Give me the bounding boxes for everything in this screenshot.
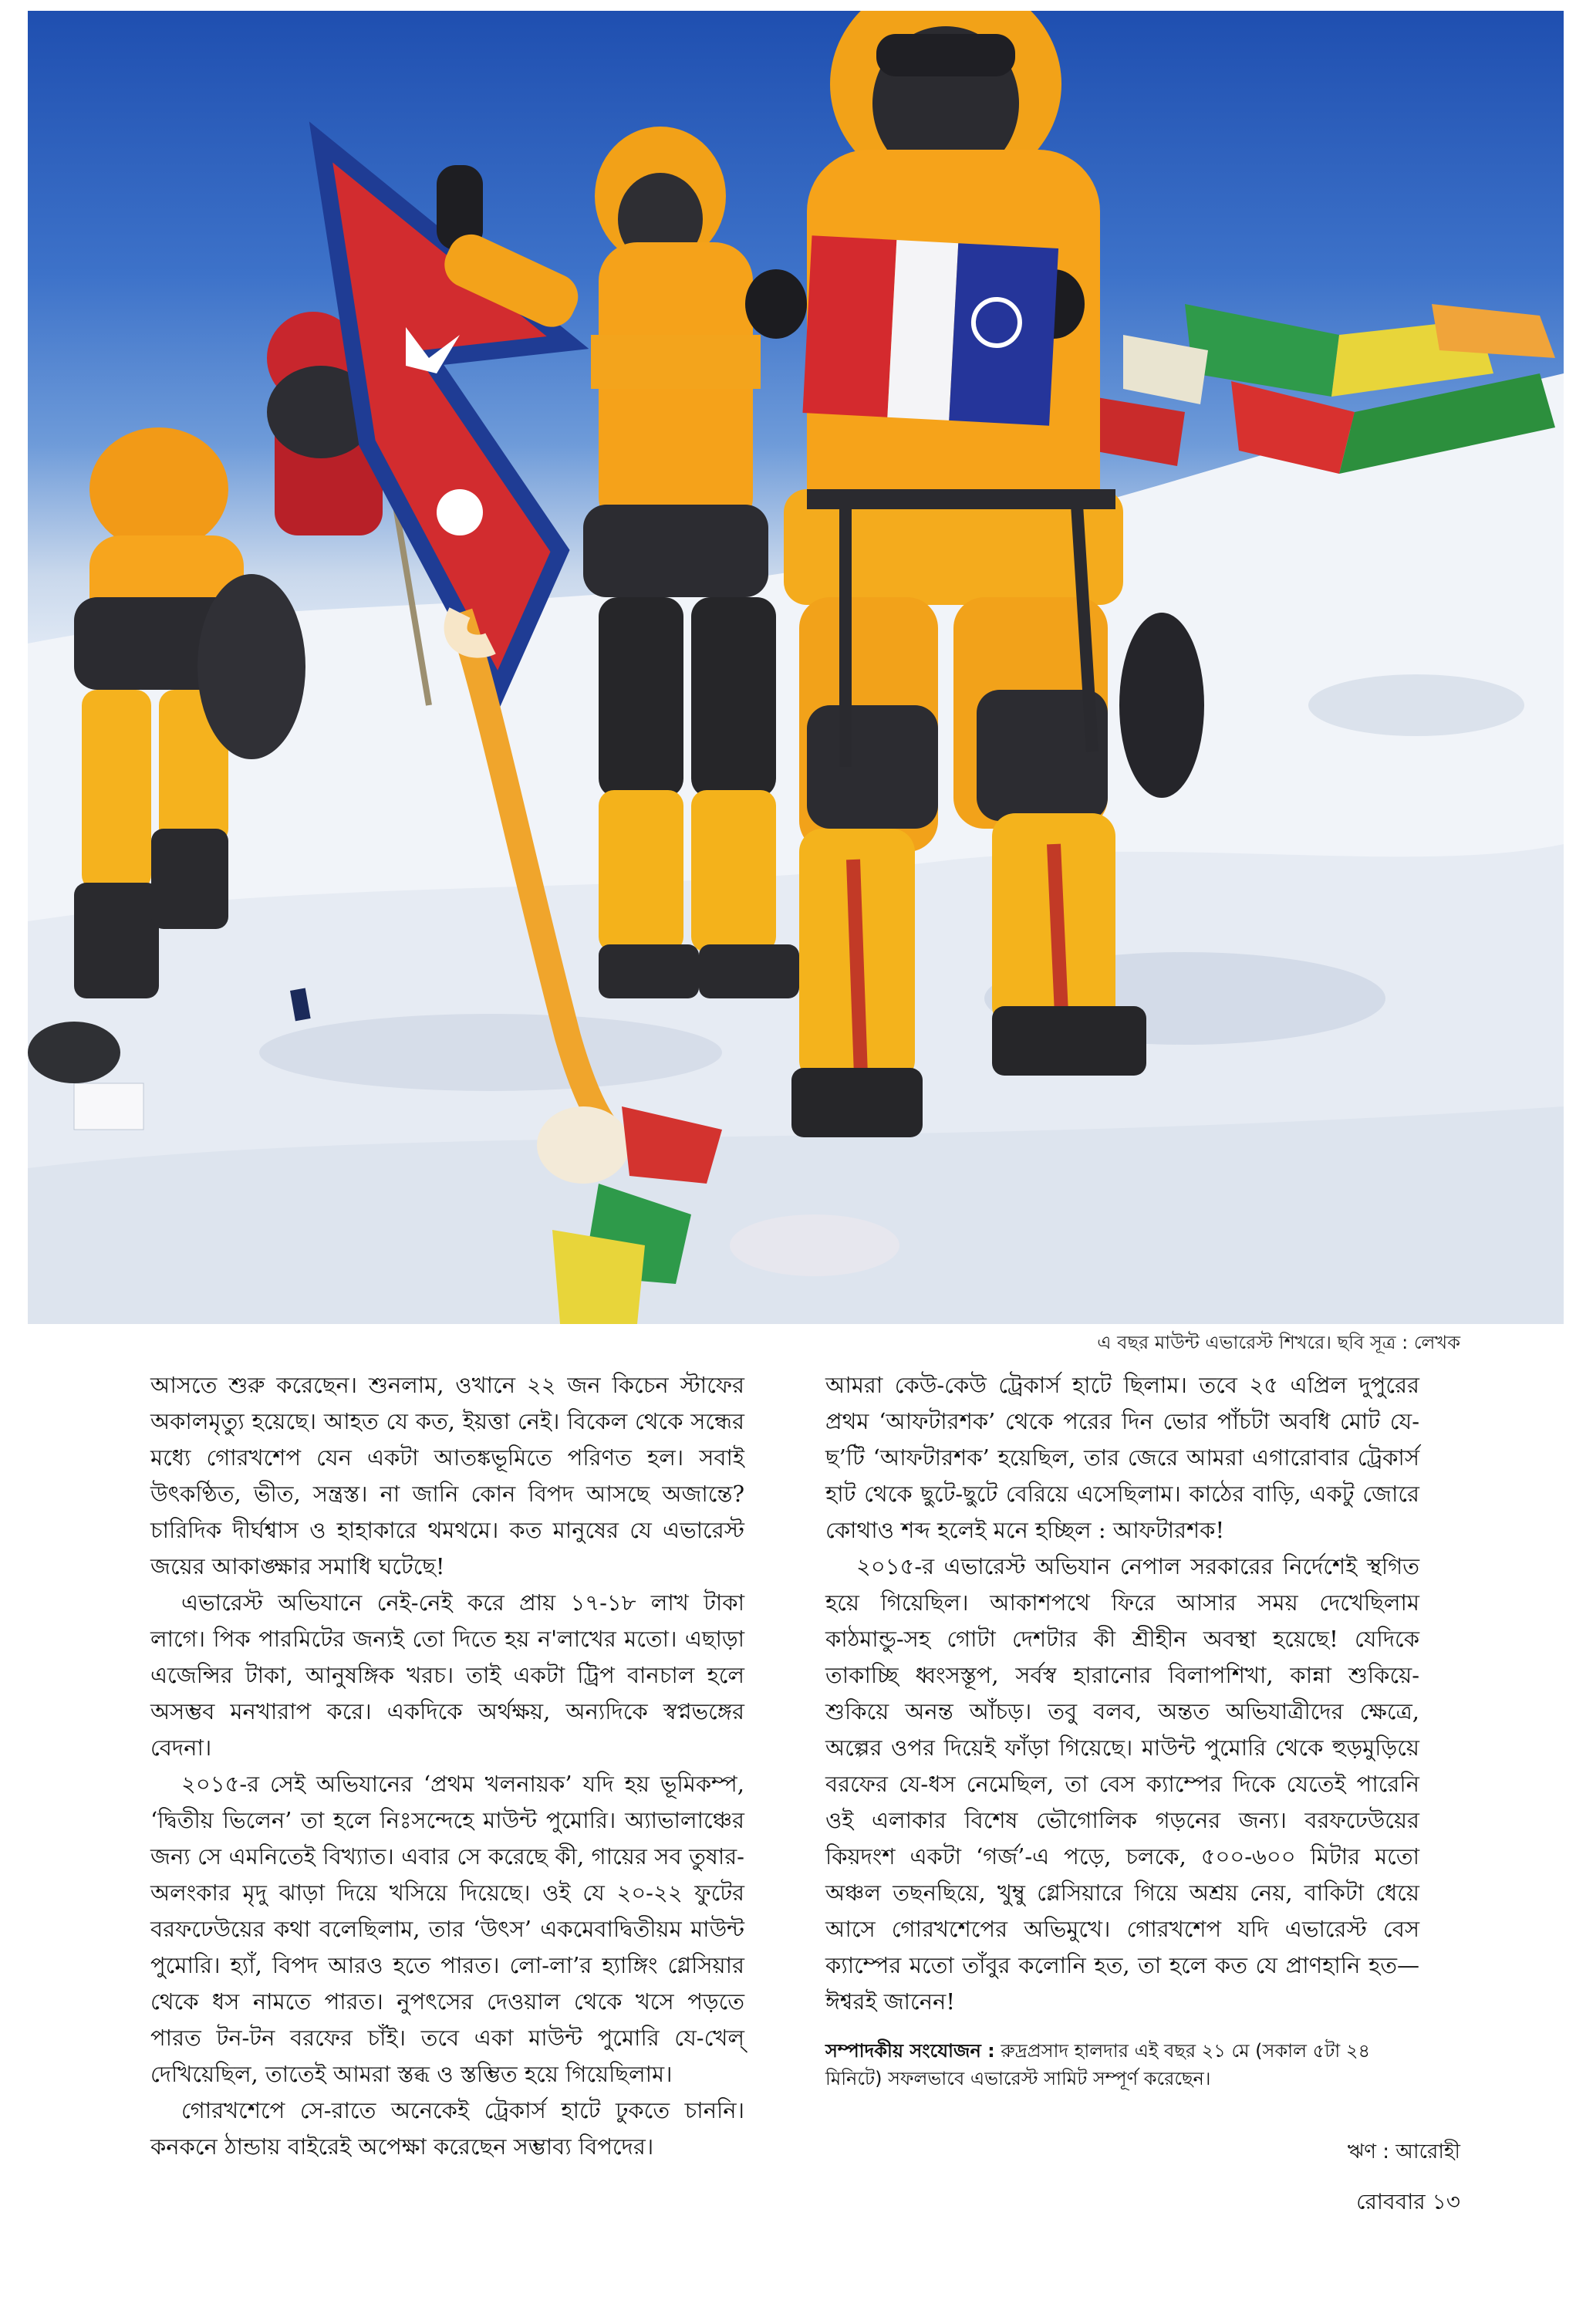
- article-paragraph: গোরখশেপে সে-রাতে অনেকেই ট্রেকার্স হাটে ঢুকতে চাননি। কনকনে ঠান্ডায় বাইরেই অপেক্ষা করেছেন সম্ভাব্য বিপদের।: [150, 2097, 744, 2160]
- page-folio: রোববার ১৩: [1356, 2189, 1460, 2214]
- article-paragraph: এভারেস্ট অভিযানে নেই-নেই করে প্রায় ১৭-১৮ লাখ টাকা লাগে। পিক পারমিটের জন্যই তো দিতে হয় ন'লাখের মতো। এছাড়া এজেন্সির টাকা, আনুষঙ্গিক খরচ। তাই একটা ট্রিপ বানচাল হলে অসম্ভব মনখারাপ করে। একদিকে অর্থক্ষয়, অন্যদিকে স্বপ্নভঙ্গের বেদনা।: [150, 1589, 744, 1761]
- article-column-left: [150, 1367, 744, 2165]
- article-paragraph: আমরা কেউ-কেউ ট্রেকার্স হাটে ছিলাম। তবে ২৫ এপ্রিল দুপুরের প্রথম ‘আফটারশক’ থেকে পরের দিন ভোর পাঁচটা অবধি মোট যে-ছ’টি ‘আফটারশক’ হয়েছিল, তার জেরে আমরা এগারোবার ট্রেকার্স হাট থেকে ছুটে-ছুটে বেরিয়ে এসেছিলাম। কাঠের বাড়ি, একটু জোরে কোথাও শব্দ হলেই মনে হচ্ছিল : আফটারশক!: [825, 1372, 1419, 1543]
- editorial-note: [825, 2037, 1419, 2093]
- article-paragraph: আসতে শুরু করেছেন। শুনলাম, ওখানে ২২ জন কিচেন স্টাফের অকালমৃত্যু হয়েছে। আহত যে কত, ইয়ত্তা নেই। বিকেল থেকে সন্ধের মধ্যে গোরখশেপ যেন একটা আতঙ্কভূমিতে পরিণত হল। সবাই উৎকণ্ঠিত, ভীত, সন্ত্রস্ত। না জানি কোন বিপদ আসছে অজান্তে? চারিদিক দীর্ঘশ্বাস ও হাহাকারে থমথমে। কত মানুষের যে এভারেস্ট জয়ের আকাঙ্ক্ষার সমাধি ঘটেছে!: [150, 1372, 744, 1579]
- article-paragraph: ২০১৫-র এভারেস্ট অভিযান নেপাল সরকারের নির্দেশেই স্থগিত হয়ে গিয়েছিল। আকাশপথে ফিরে আসার সময় দেখেছিলাম কাঠমান্ডু-সহ গোটা দেশটার কী শ্রীহীন অবস্থা হয়েছে! যেদিকে তাকাচ্ছি ধ্বংসস্তূপ, সর্বস্ব হারানোর বিলাপশিখা, কান্না শুকিয়ে-শুকিয়ে অনন্ত আঁচড়। তবু বলব, অন্তত অভিযাত্রীদের ক্ষেত্রে, অল্পের ওপর দিয়েই ফাঁড়া গিয়েছে। মাউন্ট পুমোরি থেকে হুড়মুড়িয়ে বরফের যে-ধস নেমেছিল, তা বেস ক্যাম্পের দিকে যেতেই পারেনি ওই এলাকার বিশেষ ভৌগোলিক গড়নের জন্য। বরফঢেউয়ের কিয়দংশ একটা ‘গর্জ’-এ পড়ে, চলকে, ৫০০-৬০০ মিটার মতো অঞ্চল তছনছিয়ে, খুম্বু গ্লেসিয়ারে গিয়ে অশ্রয় নেয়, বাকিটা ধেয়ে আসে গোরখশেপের অভিমুখে। গোরখশেপ যদি এভারেস্ট বেস ক্যাম্পের মতো তাঁবুর কলোনি হত, তা হলে কত যে প্রাণহানি হত—ঈশ্বরই জানেন!: [825, 1553, 1419, 2015]
- summit-photo: [28, 11, 1564, 1324]
- summit-photo-illustration: [28, 11, 1564, 1324]
- article-paragraph: ২০১৫-র সেই অভিযানের ‘প্রথম খলনায়ক’ যদি হয় ভূমিকম্প, ‘দ্বিতীয় ভিলেন’ তা হলে নিঃসন্দেহে মাউন্ট পুমোরি। অ্যাভালাঞ্চের জন্য সে এমনিতেই বিখ্যাত। এবার সে করেছে কী, গায়ের সব তুষার-অলংকার মৃদু ঝাড়া দিয়ে খসিয়ে দিয়েছে। ওই যে ২০-২২ ফুটের বরফঢেউয়ের কথা বলেছিলাম, তার ‘উৎস’ একমেবাদ্বিতীয়ম মাউন্ট পুমোরি। হ্যাঁ, বিপদ আরও হতে পারত। লো-লা’র হ্যাঙ্গিং গ্লেসিয়ার থেকে ধস নামতে পারত। নুপৎসের দেওয়াল থেকে খসে পড়তে পারত টন-টন বরফের চাঁই। তবে একা মাউন্ট পুমোরি যে-খেল্ দেখিয়েছিল, তাতেই আমরা স্তব্ধ ও স্তম্ভিত হয়ে গিয়েছিলাম।: [150, 1771, 744, 2087]
- editorial-note-label: সম্পাদকীয় সংযোজন :: [825, 2040, 995, 2062]
- photo-caption: এ বছর মাউন্ট এভারেস্ট শিখরে। ছবি সূত্র : লেখক: [1097, 1332, 1460, 1353]
- article-column-right: [825, 1367, 1419, 2093]
- editorial-note-text: রুদ্রপ্রসাদ হালদার এই বছর ২১ মে (সকাল ৫টা ২৪ মিনিটে) সফলভাবে এভারেস্ট সামিট সম্পূর্ণ করেছেন।: [825, 2040, 1371, 2089]
- credit-line: ঋণ : আরোহী: [1347, 2140, 1460, 2164]
